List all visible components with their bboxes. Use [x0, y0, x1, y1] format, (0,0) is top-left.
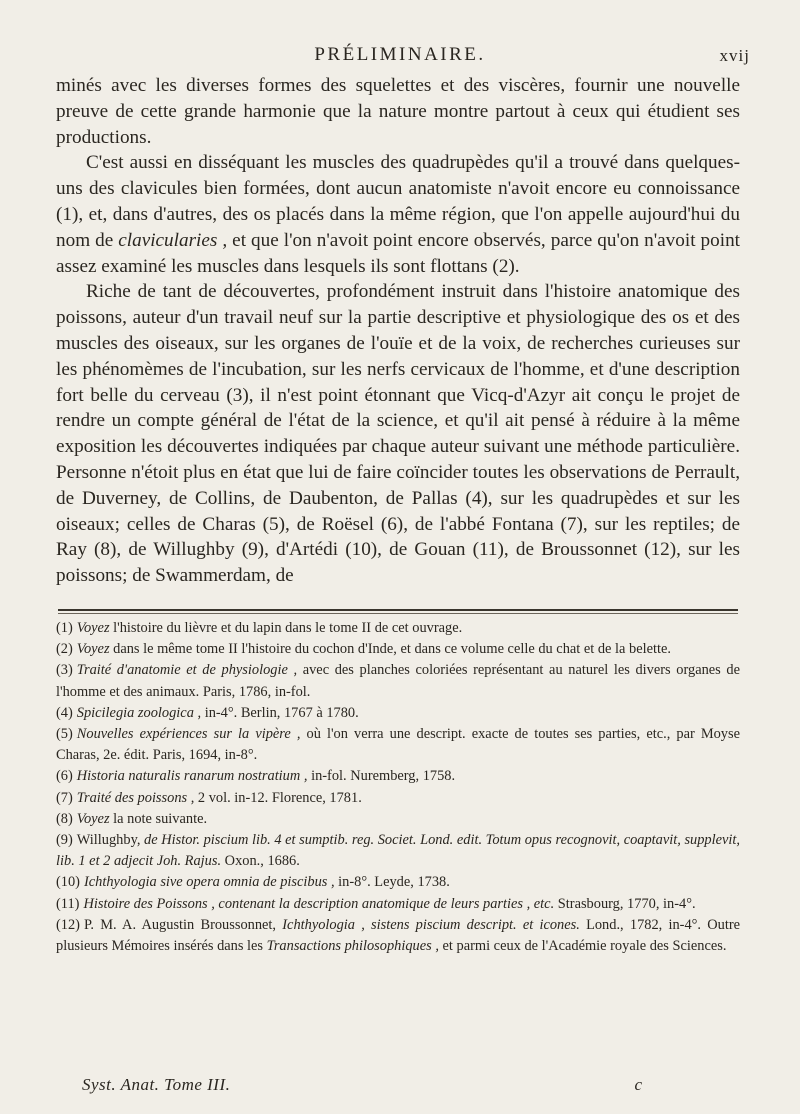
footnote-italic-text: Ichthyologia sive opera omnia de piscibus , — [83, 874, 335, 891]
signature-line: Syst. Anat. Tome III. — [82, 1075, 231, 1094]
footnote-number: (9) — [56, 832, 73, 849]
page-number: xvij — [719, 46, 750, 65]
footnote-text: dans le même tome II l'histoire du cochon d'Inde, et dans ce volume celle du chat et de la belette. — [109, 641, 671, 658]
footnote-number: (10) — [56, 874, 80, 891]
footnote-italic-text: Ichthyologia , sistens piscium descript. et icones. — [282, 916, 580, 933]
footnote-text: in-fol. Nuremberg, 1758. — [307, 768, 456, 785]
footnote-italic-text: Spicilegia zoologica , — [76, 704, 202, 721]
footnote-italic-text: Historia naturalis ranarum nostratium , — [76, 768, 308, 785]
footnote — [56, 703, 740, 724]
footnote — [56, 766, 740, 787]
footnote-italic-text: Transactions philosophiques , — [266, 938, 439, 955]
footnote-rule — [58, 609, 738, 611]
footnote-italic-text: Voyez — [76, 810, 110, 827]
footnote — [56, 830, 740, 872]
footnotes — [56, 618, 740, 957]
footnote-text: Oxon., 1686. — [221, 853, 300, 870]
footnote — [56, 788, 740, 809]
footnote-italic-text: Voyez — [76, 620, 110, 636]
paragraph-2-term: clavicularies , — [118, 229, 228, 251]
footnote-rule-thin — [58, 613, 738, 614]
footnote-number: (1) — [56, 620, 73, 636]
footnote-text: avec des planches coloriées représentant au naturel les divers organes de l'homme et des animaux. Paris, 1786, in-fol. — [56, 662, 740, 700]
footnote — [56, 618, 740, 639]
footnote-text: Lond., 1782, in-4°. Outre plusieurs Mémoires insérés dans les — [56, 916, 741, 955]
signature-mark: c — [634, 1075, 642, 1094]
footnote-text: où l'on verra une descript. exacte de toutes ses parties, etc., par Moyse Charas, 2e. édit. Paris, 1694, in-8°. — [56, 726, 740, 764]
footnote-text: in-4°. Berlin, 1767 à 1780. — [201, 704, 359, 721]
footnote-number: (5) — [56, 726, 73, 743]
footnote-italic-text: Traité des poissons , — [76, 789, 195, 806]
paragraph-1: minés avec les diverses formes des squelettes et des viscères, fournir une nouvelle preuve de cette grande harmonie que la nature montre partout à ceux qui étudient ses productions. — [56, 75, 740, 148]
running-title: PRÉLIMINAIRE. — [314, 44, 486, 65]
page-footer — [82, 1075, 642, 1103]
footnote-number: (8) — [56, 810, 73, 827]
running-header — [50, 44, 750, 70]
footnote-number: (7) — [56, 789, 73, 806]
footnote-italic-text: Histoire des Poissons , contenant la description anatomique de leurs parties , etc. — [83, 895, 555, 912]
footnote-italic-text: Voyez — [76, 641, 110, 658]
footnote — [56, 660, 740, 702]
paragraph-3: Riche de tant de découvertes, profondément instruit dans l'histoire anatomique des poissons, auteur d'un travail neuf sur la partie descriptive et physiologique des os et des muscles des oiseaux, sur les organes de l'ouïe et de la voix, de recherches curieuses sur les phénomèmes de l'incubation, sur les nerfs cervicaux de l'homme, et d'une description fort belle du cerveau (3), il n'est point étonnant que Vicq-d'Azyr ait conçu le projet de rendre un compte général de l'état de la science, et qu'il ait pensé à réduire à la même exposition les découvertes indiquées par chaque auteur suivant une méthode particulière. Personne n'étoit plus en état que lui de faire coïncider toutes les observations de Perrault, de Duverney, de Collins, de Daubenton, de Pallas (4), sur les quadrupèdes et sur les oiseaux; celles de Charas (5), de Roësel (6), de l'abbé Fontana (7), sur les reptiles; de Ray (8), de Willughby (9), d'Artédi (10), de Gouan (11), de Broussonnet (12), sur les poissons; de Swammerdam, de — [56, 281, 740, 587]
paragraph-2 — [56, 150, 740, 279]
footnote — [56, 639, 740, 660]
footnote-italic-text: Traité d'anatomie et de physiologie , — [76, 662, 298, 679]
footnote-number: (2) — [56, 641, 73, 658]
footnote-text: Strasbourg, 1770, in-4°. — [554, 895, 696, 912]
main-text — [56, 73, 740, 589]
footnote-number: (11) — [56, 895, 80, 912]
footnote-text: in-8°. Leyde, 1738. — [334, 874, 450, 891]
footnote-text: Willughby, — [76, 832, 145, 849]
footnote-text: l'histoire du lièvre et du lapin dans le tome II de cet ouvrage. — [109, 620, 463, 636]
footnote-number: (12) — [56, 916, 80, 933]
footnote-number: (3) — [56, 662, 73, 679]
footnote — [56, 894, 740, 915]
footnote-italic-text: Nouvelles expériences sur la vipère , — [76, 726, 301, 743]
footnote-text: 2 vol. in-12. Florence, 1781. — [194, 789, 362, 806]
paragraph-2-text-a: C'est aussi en disséquant les muscles des quadrupèdes qu'il a trouvé dans quelques-uns des clavicules bien formées, dont aucun anatomiste n'avoit encore eu connoissance (1), et, dans d'autres, des os placés dans la même région, que l'on appelle aujourd'hui du nom de — [56, 152, 740, 251]
footnote-italic-text: de Histor. piscium lib. 4 et sumptib. reg. Societ. Lond. edit. Totum opus recognovit, coaptavit, supplevit, lib. 1 et 2 adjecit Joh. Rajus. — [56, 832, 740, 870]
paragraph-2-text-b: et que l'on n'avoit point encore observés, parce qu'on n'avoit point assez examiné les muscles dans lesquels ils sont flottans (2). — [56, 229, 740, 277]
footnote — [56, 915, 740, 957]
footnote-number: (6) — [56, 768, 73, 785]
footnote — [56, 872, 740, 893]
footnote-number: (4) — [56, 704, 73, 721]
footnote-text: et parmi ceux de l'Académie royale des Sciences. — [438, 938, 727, 955]
footnote — [56, 724, 740, 766]
footnote — [56, 809, 740, 830]
footnote-text: la note suivante. — [109, 810, 208, 827]
footnote-text: P. M. A. Augustin Broussonnet, — [83, 916, 283, 933]
